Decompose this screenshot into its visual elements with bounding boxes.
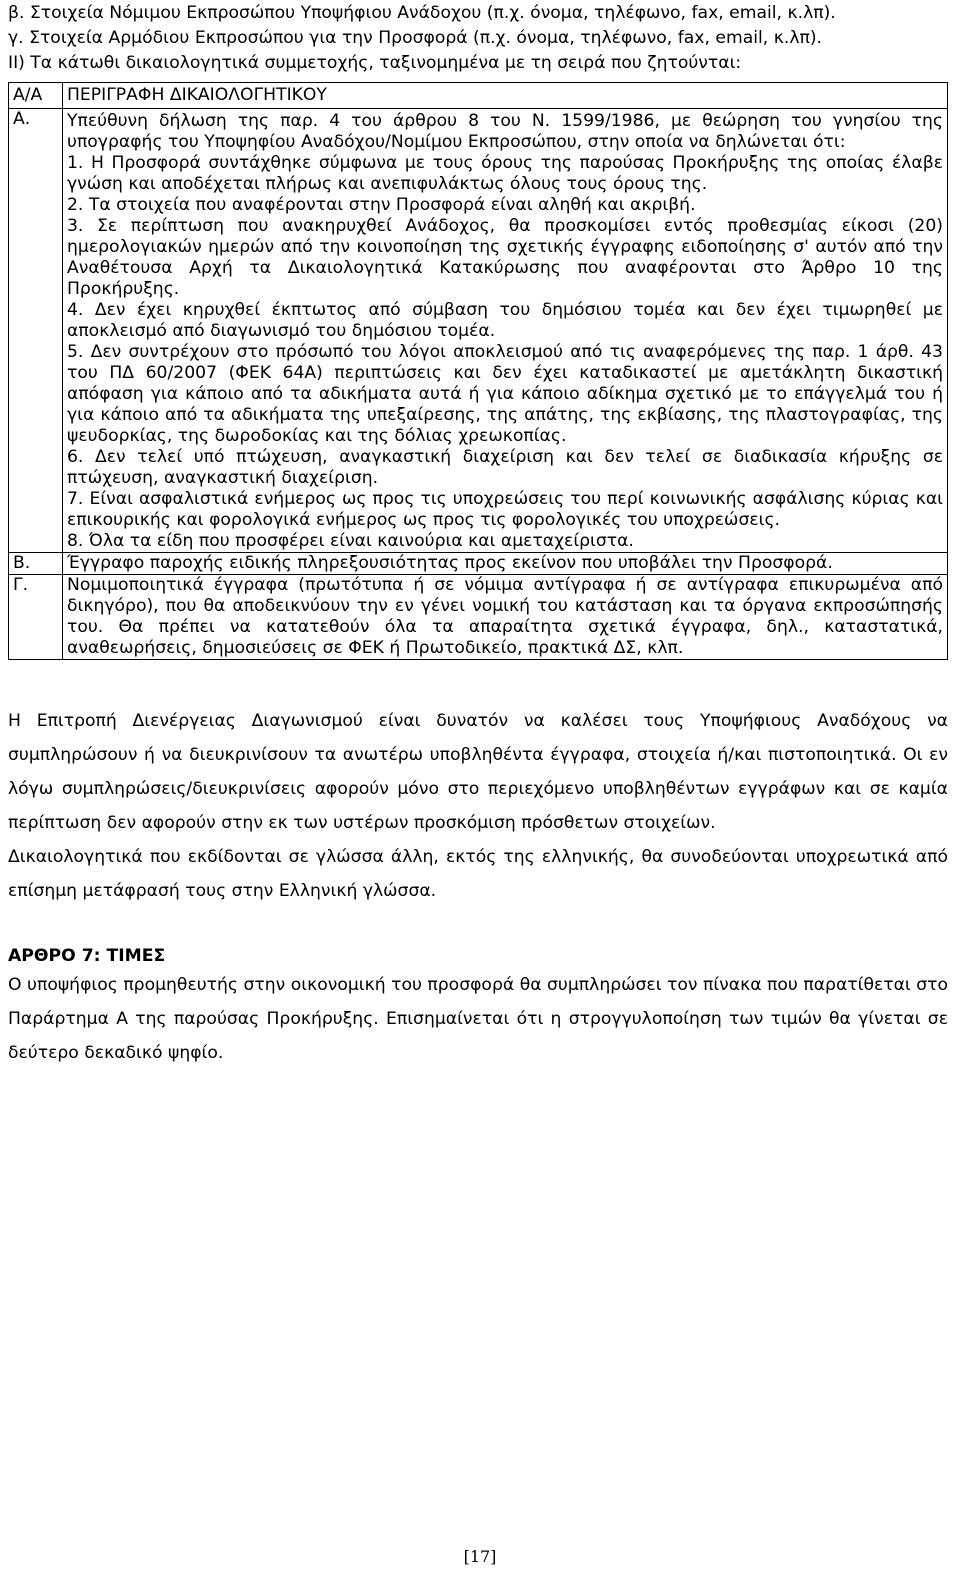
- intro-beta: β. Στοιχεία Νόμιμου Εκπροσώπου Υποψήφιου Ανάδοχου (π.χ. όνομα, τηλέφωνο, fax, email, κ.λπ).: [8, 3, 836, 23]
- article-7-section: [8, 944, 948, 1070]
- article-title: ΑΡΘΡΟ 7: ΤΙΜΕΣ: [8, 946, 166, 966]
- page-number: [17]: [463, 1547, 497, 1566]
- intro-gamma: γ. Στοιχεία Αρμόδιου Εκπροσώπου για την Προσφορά (π.χ. όνομα, τηλέφωνο, fax, email, κ.λπ).: [8, 28, 823, 48]
- list-item: 7. Είναι ασφαλιστικά ενήμερος ως προς τις υποχρεώσεις του περί κοινωνικής ασφάλισης κύριας και επικουρικής και φορολογικά ενήμερος ως προς τις φορολογικές του υποχρεώσεις.: [67, 489, 943, 530]
- table-header-aa: Α/Α: [9, 83, 63, 109]
- list-item: 1. Η Προσφορά συντάχθηκε σύμφωνα με τους όρους της παρούσας Προκήρυξης της οποίας έλαβε γνώση και αποδέχεται πλήρως και ανεπιφυλάκτως όλους τους όρους της.: [67, 153, 943, 194]
- table-row: [9, 553, 948, 575]
- table-header-description: ΠΕΡΙΓΡΑΦΗ ΔΙΚΑΙΟΛΟΓΗΤΙΚΟΥ: [63, 83, 948, 109]
- article-paragraph: Ο υποψήφιος προμηθευτής στην οικονομική του προσφορά θα συμπληρώσει τον πίνακα που παρατίθεται στο Παράρτημα Α της παρούσας Προκήρυξης. Επισημαίνεται ότι η στρογγυλοποίηση των τιμών θα γίνεται σε δεύτερο δεκαδικό ψηφίο.: [8, 975, 948, 1063]
- row-lead: Υπεύθυνη δήλωση της παρ. 4 του άρθρου 8 του Ν. 1599/1986, με θεώρηση του γνησίου της υπογραφής του Υποψηφίου Αναδόχου/Νομίμου Εκπροσώπου, στην οποία να δηλώνεται ότι:: [67, 111, 943, 152]
- table-row: [9, 109, 948, 553]
- list-item: 3. Σε περίπτωση που ανακηρυχθεί Ανάδοχος, θα προσκομίσει εντός προθεσμίας είκοσι (20) ημερολογιακών ημερών από την κοινοποίηση της σχετικής έγγραφης ειδοποίησης σ' αυτόν από την Αναθέτουσα Αρχή τα Δικαιολογητικά Κατακύρωσης που αναφέρονται στο Άρθρο 10 της Προκήρυξης.: [67, 216, 943, 299]
- intro-section: [8, 0, 948, 76]
- table-header-row: [9, 83, 948, 109]
- row-code: Γ.: [9, 575, 63, 660]
- row-code: Β.: [9, 553, 63, 575]
- list-item: 8. Όλα τα είδη που προσφέρει είναι καινούρια και αμεταχείριστα.: [67, 531, 634, 551]
- list-item: 5. Δεν συντρέχουν στο πρόσωπό του λόγοι αποκλεισμού από τις αναφερόμενες της παρ. 1 άρθ. 43 του ΠΔ 60/2007 (ΦΕΚ 64Α) περιπτώσεις και δεν έχει καταδικαστεί με αμετάκλητη δικαστική απόφαση για κάποιο από τα αδικήματα αυτά ή για κάποιο αδίκημα σχετικό με το επάγγελμά του ή για κάποιο από τα αδικήματα της υπεξαίρεσης, της απάτης, της εκβίασης, της πλαστογραφίας, της ψευδορκίας, της δωροδοκίας και της δόλιας χρεωκοπίας.: [67, 342, 943, 446]
- documents-table: [8, 82, 948, 660]
- clarifications-paragraph: Η Επιτροπή Διενέργειας Διαγωνισμού είναι δυνατόν να καλέσει τους Υποψήφιους Αναδόχους να συμπληρώσουν ή να διευκρινίσουν τα ανωτέρω υποβληθέντα έγγραφα, στοιχεία ή/και πιστοποιητικά. Οι εν λόγω συμπληρώσεις/διευκρινίσεις αφορούν μόνο στο περιεχόμενο υποβληθέντων εγγράφων και σε καμία περίπτωση δεν αφορούν στην εκ των υστέρων προσκόμιση πρόσθετων στοιχείων.: [8, 711, 948, 833]
- row-description: [63, 109, 948, 553]
- document-page: [8, 0, 948, 1070]
- list-item: 6. Δεν τελεί υπό πτώχευση, αναγκαστική διαχείριση και δεν τελεί σε διαδικασία κήρυξης σε πτώχευση, αναγκαστική διαχείριση.: [67, 447, 943, 488]
- row-description: Νομιμοποιητικά έγγραφα (πρωτότυπα ή σε νόμιμα αντίγραφα ή σε αντίγραφα επικυρωμένα από δικηγόρο), που θα αποδεικνύουν την εν γένει νομική του κατάσταση και τα όργανα εκπροσώπησής του. Θα πρέπει να κατατεθούν όλα τα απαραίτητα σχετικά έγγραφα, δηλ., καταστατικά, αναθεωρήσεις, δημοσιεύσεις σε ΦΕΚ ή Πρωτοδικείο, πρακτικά ΔΣ, κλπ.: [63, 575, 948, 660]
- intro-roman-ii: ΙΙ) Τα κάτωθι δικαιολογητικά συμμετοχής, ταξινομημένα με τη σειρά που ζητούνται:: [8, 53, 742, 73]
- list-item: 2. Τα στοιχεία που αναφέρονται στην Προσφορά είναι αληθή και ακριβή.: [67, 195, 696, 215]
- row-code: Α.: [9, 109, 63, 553]
- table-row: [9, 575, 948, 660]
- row-description: Έγγραφο παροχής ειδικής πληρεξουσιότητας προς εκείνον που υποβάλει την Προσφορά.: [63, 553, 948, 575]
- list-item: 4. Δεν έχει κηρυχθεί έκπτωτος από σύμβαση του δημόσιου τομέα και δεν έχει τιμωρηθεί με αποκλεισμό από διαγωνισμό του δημόσιου τομέα.: [67, 300, 943, 341]
- clarifications-section: [8, 704, 948, 908]
- translation-paragraph: Δικαιολογητικά που εκδίδονται σε γλώσσα άλλη, εκτός της ελληνικής, θα συνοδεύονται υποχρεωτικά από επίσημη μετάφρασή τους στην Ελληνική γλώσσα.: [8, 847, 948, 901]
